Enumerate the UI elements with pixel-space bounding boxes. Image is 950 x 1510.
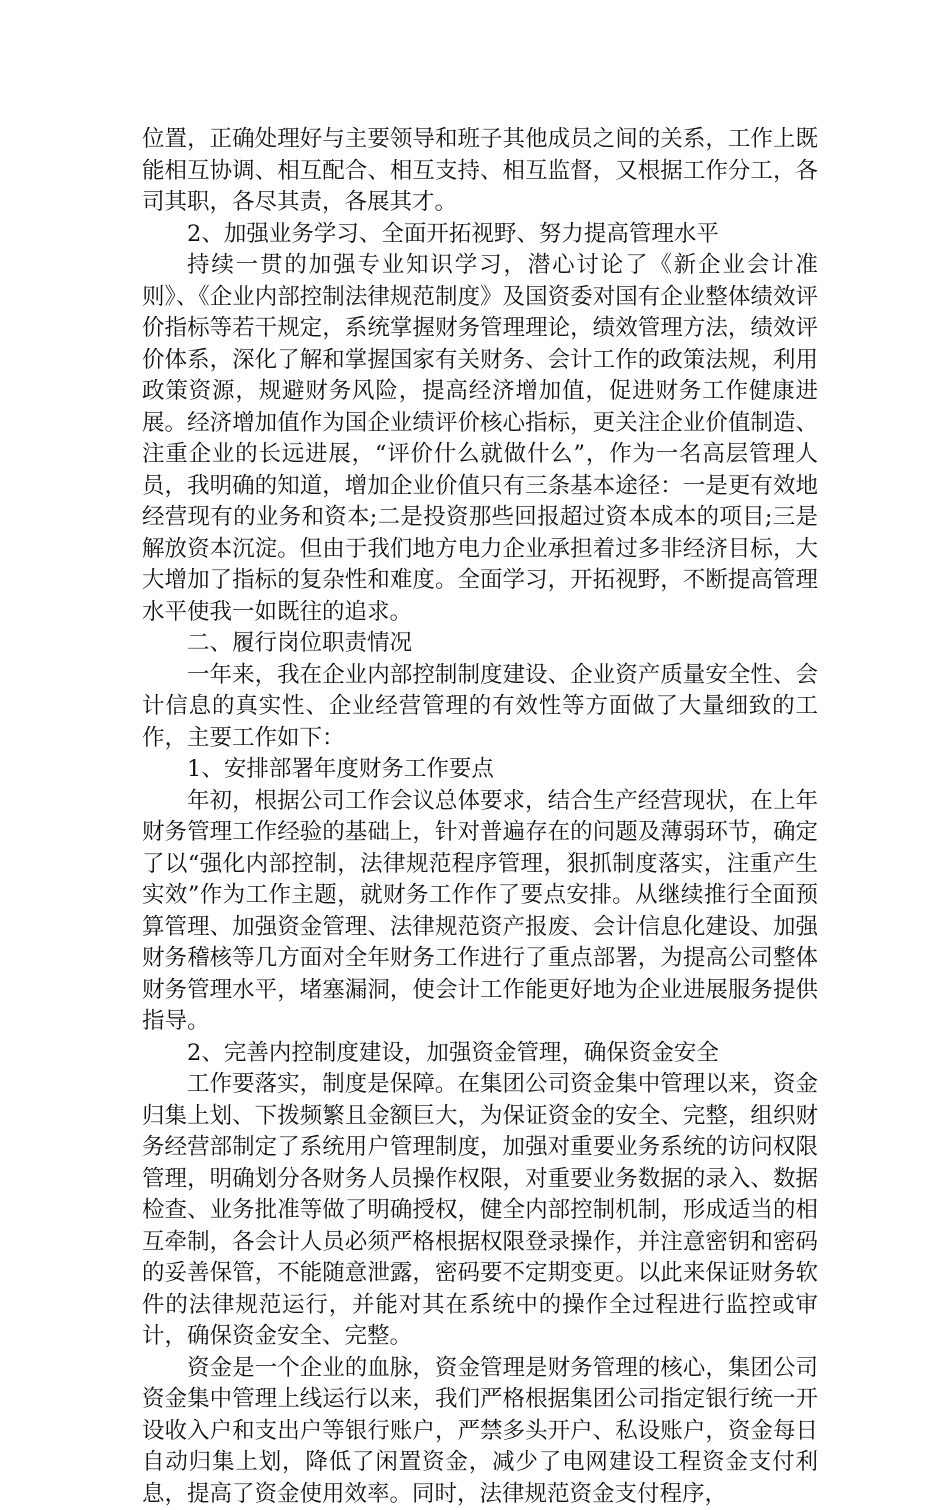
section-heading-study: 2、加强业务学习、全面开拓视野、努力提高管理水平 — [142, 219, 818, 251]
paragraph-fund-management: 资金是一个企业的血脉，资金管理是财务管理的核心，集团公司资金集中管理上线运行以来，我们严格根据集团公司指定银行统一开设收入户和支出户等银行账户，严禁多头开户、私设账户，资金每日自动归集上划，降低了闲置资金，减少了电网建设工程资金支付利息，提高了资金使用效率。同时，法律规范资金支付程序， — [142, 1353, 818, 1510]
paragraph-study: 持续一贯的加强专业知识学习，潜心讨论了《新企业会计准则》、《企业内部控制法律规范制度》及国资委对国有企业整体绩效评价指标等若干规定，系统掌握财务管理理论，绩效管理方法，绩效评价体系，深化了解和掌握国家有关财务、会计工作的政策法规，利用政策资源，规避财务风险，提高经济增加值，促进财务工作健康进展。经济增加值作为国企业绩评价核心指标，更关注企业价值制造、注重企业的长远进展，“评价什么就做什么”，作为一名高层管理人员，我明确的知道，增加企业价值只有三条基本途径：一是更有效地经营现有的业务和资本;二是投资那些回报超过资本成本的项目;三是解放资本沉淀。但由于我们地方电力企业承担着过多非经济目标，大大增加了指标的复杂性和难度。全面学习，开拓视野，不断提高管理水平使我一如既往的追求。 — [142, 250, 818, 628]
section-heading-duties: 二、履行岗位职责情况 — [142, 628, 818, 660]
paragraph-annual-plan: 年初，根据公司工作会议总体要求，结合生产经营现状，在上年财务管理工作经验的基础上，针对普遍存在的问题及薄弱环节，确定了以“强化内部控制，法律规范程序管理，狠抓制度落实，注重产生实效”作为工作主题，就财务工作作了要点安排。从继续推行全面预算管理、加强资金管理、法律规范资产报废、会计信息化建设、加强财务稽核等几方面对全年财务工作进行了重点部署，为提高公司整体财务管理水平，堵塞漏洞，使会计工作能更好地为企业进展服务提供指导。 — [142, 786, 818, 1038]
section-heading-annual-plan: 1、安排部署年度财务工作要点 — [142, 754, 818, 786]
paragraph-internal-control: 工作要落实，制度是保障。在集团公司资金集中管理以来，资金归集上划、下拨频繁且金额巨大，为保证资金的安全、完整，组织财务经营部制定了系统用户管理制度，加强对重要业务系统的访问权限管理，明确划分各财务人员操作权限，对重要业务数据的录入、数据检查、业务批准等做了明确授权，健全内部控制机制，形成适当的相互牵制，各会计人员必须严格根据权限登录操作，并注意密钥和密码的妥善保管，不能随意泄露，密码要不定期变更。以此来保证财务软件的法律规范运行，并能对其在系统中的操作全过程进行监控或审计，确保资金安全、完整。 — [142, 1069, 818, 1353]
paragraph-duties-intro: 一年来，我在企业内部控制制度建设、企业资产质量安全性、会计信息的真实性、企业经营管理的有效性等方面做了大量细致的工作，主要工作如下： — [142, 660, 818, 755]
section-heading-internal-control: 2、完善内控制度建设，加强资金管理，确保资金安全 — [142, 1038, 818, 1070]
document-body — [142, 124, 818, 1510]
paragraph-continuation: 位置，正确处理好与主要领导和班子其他成员之间的关系，工作上既能相互协调、相互配合、相互支持、相互监督，又根据工作分工，各司其职，各尽其责，各展其才。 — [142, 124, 818, 219]
